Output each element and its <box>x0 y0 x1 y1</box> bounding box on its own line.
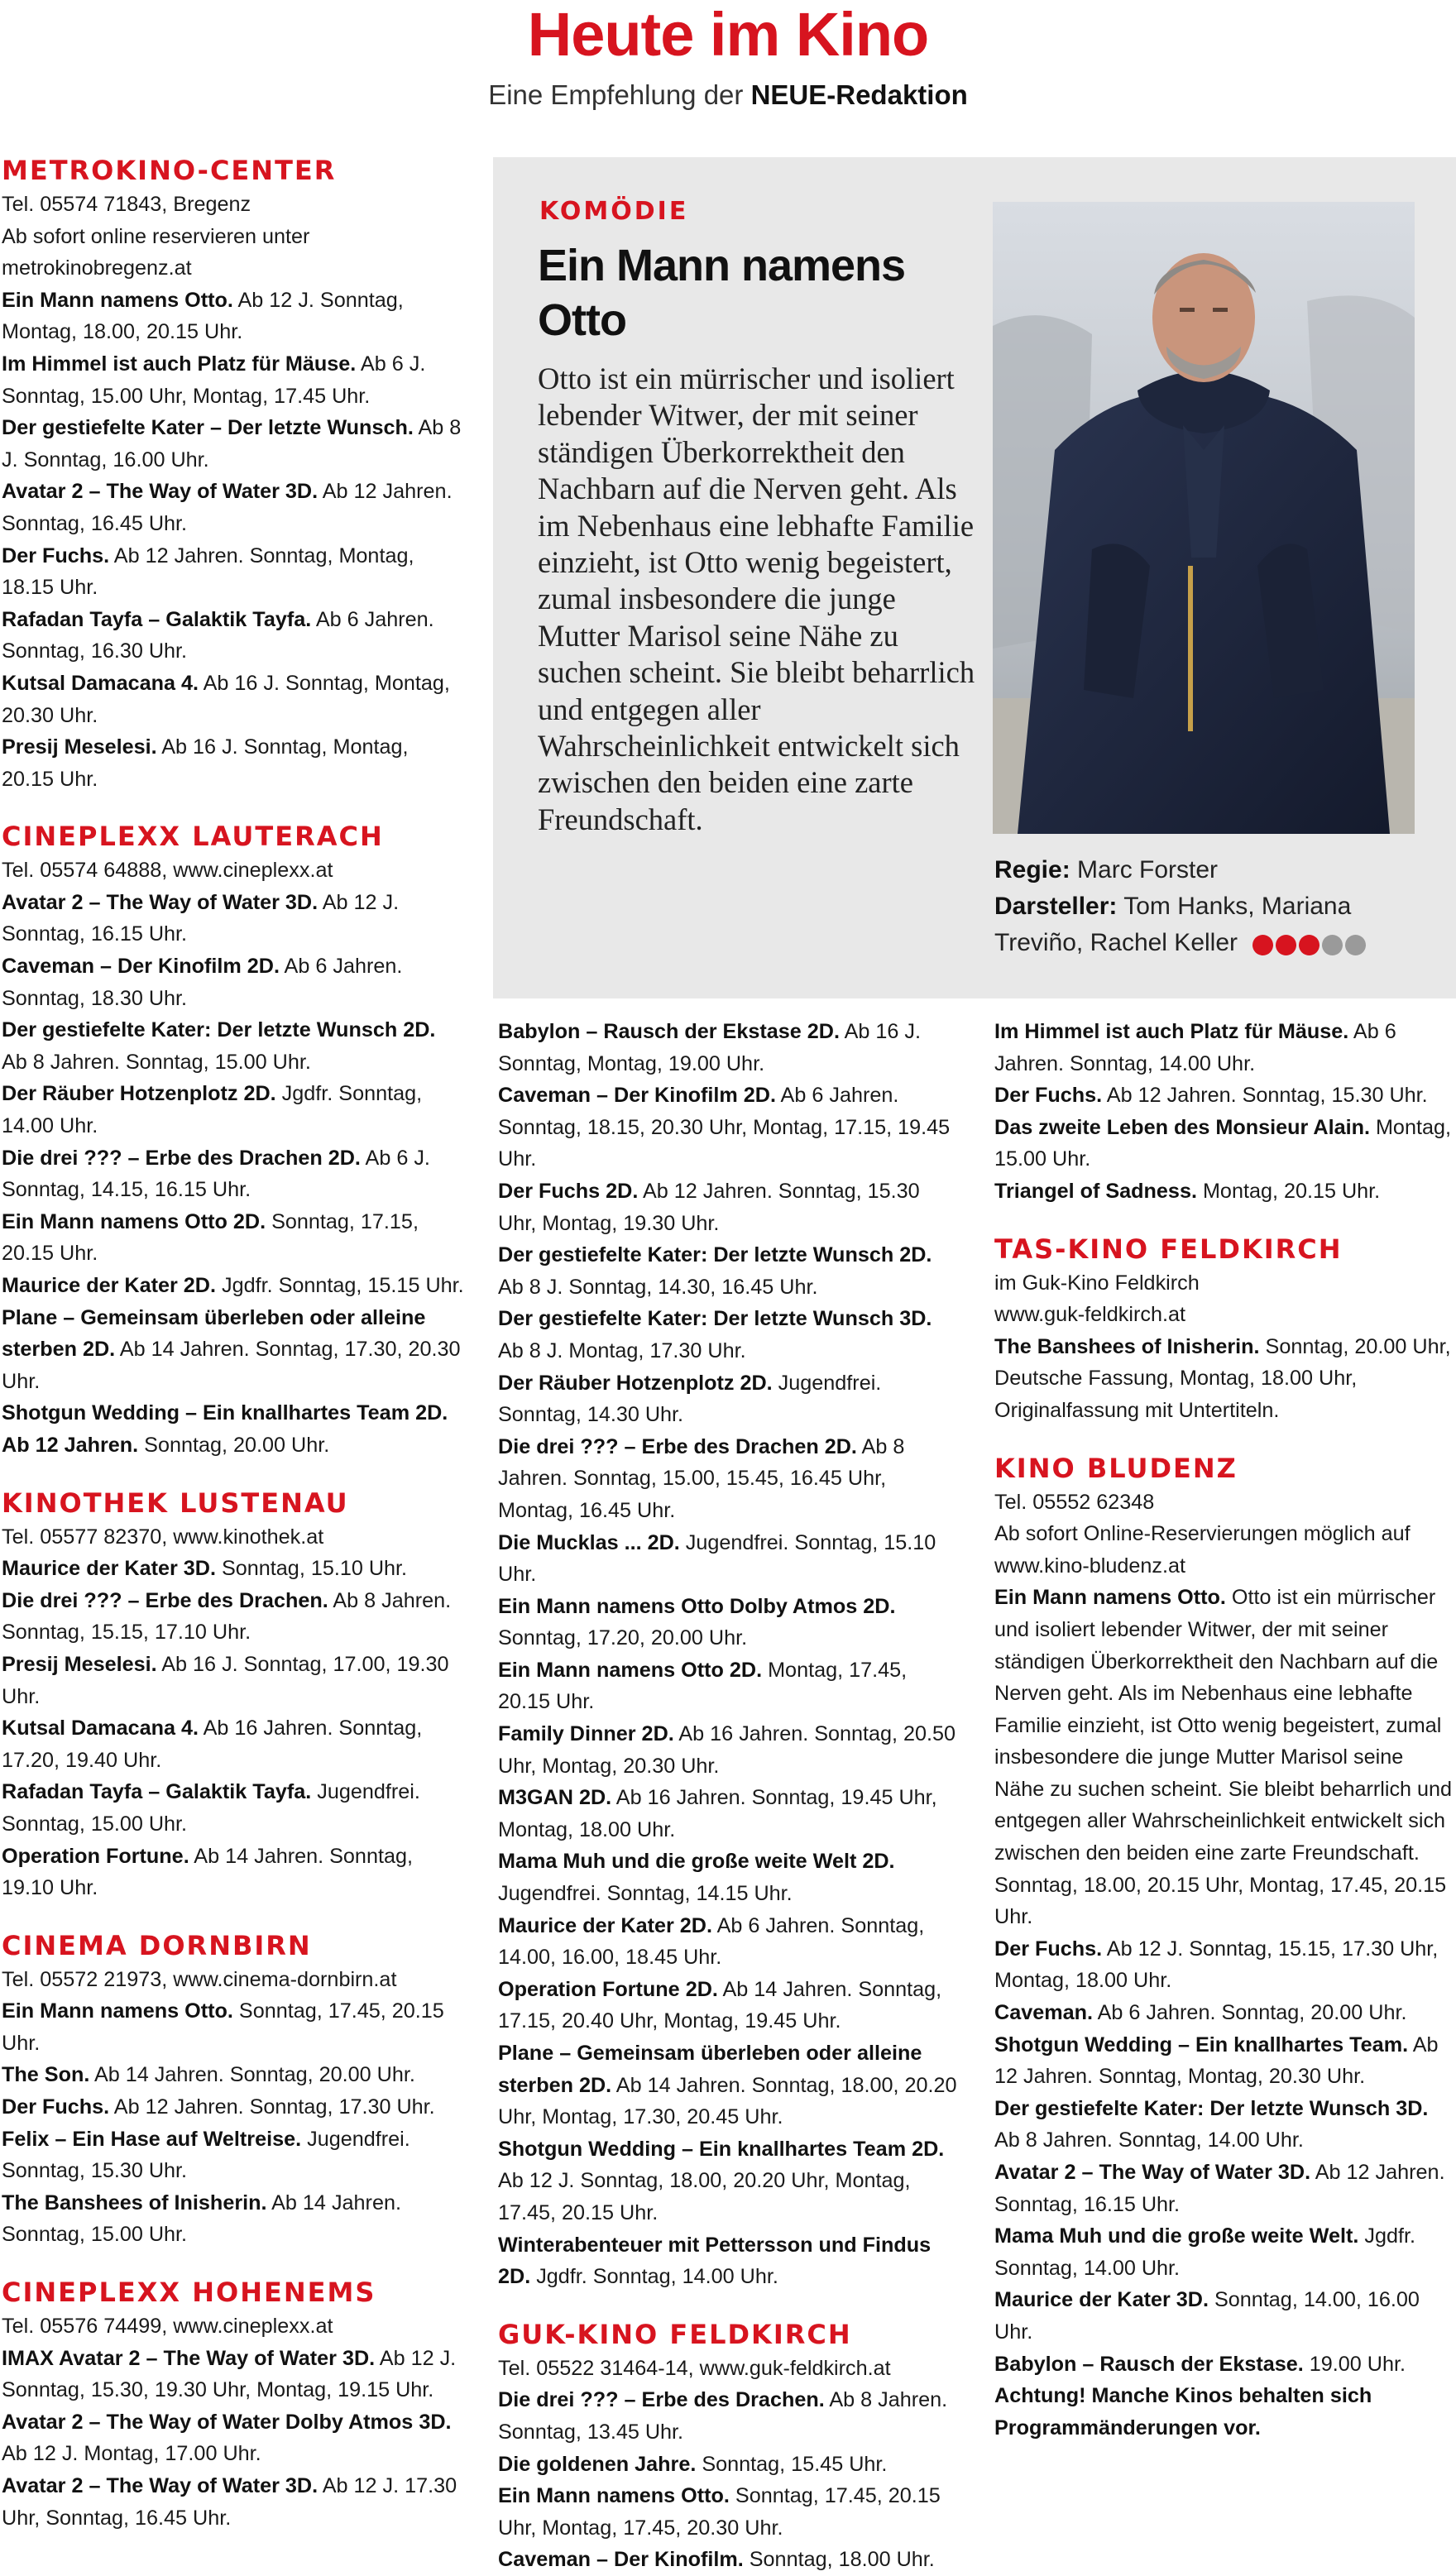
listing-entry <box>2 855 465 887</box>
movie-title: Der Fuchs. <box>994 1084 1103 1108</box>
showtime-info: Ab 6 Jahren. Sonntag, 14.00, 16.00, 18.45 Uhr. <box>498 1913 925 1970</box>
showtime-info: Sonntag, 20.00 Uhr, Deutsche Fassung, Montag, 18.00 Uhr, Originalfassung mit Untertiteln. <box>994 1334 1451 1422</box>
movie-title: Felix – Ein Hase auf Weltreise. <box>2 2127 302 2151</box>
movie-title: Mama Muh und die große weite Welt. <box>994 2224 1359 2248</box>
movie-title: Avatar 2 – The Way of Water 3D. <box>2 890 318 914</box>
movie-title: Shotgun Wedding – Ein knallhartes Team 2D. <box>498 2137 945 2161</box>
movie-title: Rafadan Tayfa – Galaktik Tayfa. <box>2 607 312 631</box>
listing-entry <box>994 1331 1454 1427</box>
cinema-heading: KINOTHEK LUSTENAU <box>2 1487 349 1519</box>
movie-title: Die goldenen Jahre. <box>498 2452 697 2476</box>
listing-entry <box>2 731 465 795</box>
listing-entry <box>2 2310 465 2343</box>
listing-entry <box>498 2384 961 2448</box>
listing-entry <box>2 1712 465 1776</box>
showtime-info: Ab 12 Jahren. Sonntag, 16.45 Uhr. <box>2 480 453 535</box>
movie-title: Der Fuchs. <box>994 1937 1103 1961</box>
showtime-info: Ab 14 Jahren. Sonntag, 20.00 Uhr. <box>89 2063 415 2087</box>
movie-title: Der gestiefelte Kater: Der letzte Wunsch 3D. <box>498 1307 932 1331</box>
movie-title: Babylon – Rausch der Ekstase. <box>994 2352 1304 2376</box>
showtime-info: Jgdfr. Sonntag, 14.00 Uhr. <box>2 1082 423 1138</box>
showtime-info: Sonntag, 18.00 Uhr. <box>743 2548 935 2572</box>
movie-title: Ein Mann namens Otto. <box>994 1586 1226 1610</box>
movie-title: Operation Fortune 2D. <box>498 1977 718 2001</box>
movie-title: Maurice der Kater 2D. <box>498 1913 712 1937</box>
movie-title: Die drei ??? – Erbe des Drachen 2D. <box>498 1434 857 1458</box>
listing-entry <box>498 1080 961 1175</box>
movie-title: The Son. <box>2 2063 90 2087</box>
feature-synopsis: Otto ist ein mürrischer und isoliert lebender Witwer, der mit seiner ständigen Überkorrektheit den Nachbarn auf die Nerven geht. Als im Nebenhaus eine lebhafte Familie einzieht, ist Otto wenig begeistert, zumal insbesondere die junge Mutter Marisol seine Nähe zu suchen scheint. Sie bleibt beharrlich und entgegen aller Wahrscheinlichkeit entwickelt sich zwischen den beiden eine zarte Freundschaft. <box>538 362 975 836</box>
listing-entry <box>2 189 465 221</box>
cinema-heading: GUK-KINO FELDKIRCH <box>498 2318 852 2350</box>
listing-entry <box>994 2157 1454 2220</box>
movie-title: M3GAN 2D. <box>498 1786 612 1810</box>
movie-title: Ein Mann namens Otto 2D. <box>498 1658 763 1682</box>
movie-title: Maurice der Kater 3D. <box>994 2288 1209 2312</box>
listing-entry <box>2 1553 465 1585</box>
movie-title: Die Mucklas ... 2D. <box>498 1530 680 1554</box>
listing-entry <box>498 1654 961 1718</box>
rating-dot-filled <box>1252 935 1273 955</box>
cinema-heading: CINEPLEXX HOHENEMS <box>2 2277 376 2309</box>
listing-entry <box>2 1964 465 1996</box>
showtime-info: Sonntag, 15.10 Uhr. <box>215 1557 408 1581</box>
cinema-heading: METROKINO-CENTER <box>2 155 337 186</box>
showtime-info: Ab 12 J. Montag, 17.00 Uhr. <box>2 2442 261 2466</box>
movie-title: Maurice der Kater 2D. <box>2 1274 216 1297</box>
listing-entry <box>994 1016 1454 1080</box>
listing-entry <box>2 2470 465 2534</box>
listing-column-2 <box>498 1016 961 2576</box>
showtime-info: Ab 16 Jahren. Sonntag, 17.20, 19.40 Uhr. <box>2 1717 423 1772</box>
showtime-info: Ab 12 Jahren. Sonntag, 16.15 Uhr. <box>994 2161 1445 2216</box>
listing-entry <box>994 1933 1454 1997</box>
listing-entry <box>2 412 465 476</box>
listing-entry <box>2 1841 465 1904</box>
showtime-info: www.guk-feldkirch.at <box>994 1303 1185 1327</box>
listing-entry <box>994 2284 1454 2348</box>
listing-entry <box>2 1585 465 1649</box>
listing-entry <box>994 1582 1454 1933</box>
listing-entry <box>498 1431 961 1527</box>
movie-title: Shotgun Wedding – Ein knallhartes Team 2D. Ab 12 Jahren. <box>2 1401 448 1457</box>
showtime-info: Ab 12 Jahren. Sonntag, 15.30 Uhr, Montag, 19.30 Uhr. <box>498 1179 920 1235</box>
showtime-info: Sonntag, 20.00 Uhr. <box>138 1433 330 1457</box>
listing-entry <box>2 476 465 539</box>
showtime-info: Ab 16 J. Sonntag, Montag, 20.30 Uhr. <box>2 671 450 727</box>
showtime-info: Ab 8 J. Sonntag, 14.30, 16.45 Uhr. <box>498 1275 818 1299</box>
listing-entry <box>498 2229 961 2293</box>
showtime-info: Ab 8 J. Sonntag, 16.00 Uhr. <box>2 416 462 472</box>
showtime-info: Tel. 05576 74499, www.cineplexx.at <box>2 2315 333 2339</box>
listing-entry <box>498 1974 961 2037</box>
movie-title: Im Himmel ist auch Platz für Mäuse. <box>2 352 357 376</box>
listing-entry <box>498 2133 961 2229</box>
movie-title: Der gestiefelte Kater: Der letzte Wunsch 2D. <box>498 1243 932 1267</box>
listing-entry <box>2 1397 465 1461</box>
listing-entry <box>2 2343 465 2406</box>
listing-entry <box>498 1527 961 1591</box>
listing-entry <box>994 1080 1454 1112</box>
showtime-info: Ab 16 J. Sonntag, Montag, 20.15 Uhr. <box>2 735 409 791</box>
movie-title: Avatar 2 – The Way of Water 3D. <box>2 480 318 504</box>
listing-entry <box>498 1846 961 1909</box>
showtime-info: Ab 6 Jahren. Sonntag, 18.15, 20.30 Uhr, Montag, 17.15, 19.45 Uhr. <box>498 1084 951 1171</box>
listing-entry <box>994 1112 1454 1175</box>
listing-entry <box>2 2059 465 2091</box>
movie-title: Ein Mann namens Otto. <box>2 1999 233 2023</box>
rating-dots <box>1252 926 1368 962</box>
movie-title: Plane – Gemeinsam überleben oder alleine sterben 2D. <box>498 2042 922 2097</box>
listing-entry <box>994 1518 1454 1582</box>
showtime-info: Tel. 05577 82370, www.kinothek.at <box>2 1525 324 1549</box>
movie-title: IMAX Avatar 2 – The Way of Water 3D. <box>2 2346 376 2370</box>
listing-entry <box>2 540 465 604</box>
cinema-heading: TAS-KINO FELDKIRCH <box>994 1233 1343 1265</box>
listing-entry <box>498 1175 961 1239</box>
rating-dot-filled <box>1276 935 1296 955</box>
listing-entry <box>994 2093 1454 2157</box>
showtime-info: Sonntag, 14.00, 16.00 Uhr. <box>994 2288 1420 2344</box>
showtime-info: Montag, 17.45, 20.15 Uhr. <box>498 1658 908 1714</box>
showtime-info: Jgdfr. Sonntag, 14.00 Uhr. <box>994 2224 1415 2280</box>
showtime-info: Ab 12 Jahren. Sonntag, 17.30 Uhr. <box>109 2095 435 2119</box>
showtime-info: Tel. 05552 62348 <box>994 1490 1155 1514</box>
subtitle-prefix: Eine Empfehlung der <box>488 79 744 110</box>
subtitle-bold: NEUE-Redaktion <box>750 79 968 110</box>
showtime-info: Ab 12 Jahren. Sonntag, Montag, 20.30 Uhr. <box>994 2033 1439 2089</box>
director-name: Marc Forster <box>1077 856 1219 883</box>
showtime-info: Tel. 05574 64888, www.cineplexx.at <box>2 859 333 883</box>
movie-title: Avatar 2 – The Way of Water 3D. <box>994 2161 1311 2184</box>
showtime-info: Tel. 05574 71843, Bregenz <box>2 193 251 216</box>
listing-entry <box>994 1299 1454 1331</box>
listing-entry <box>994 2029 1454 2093</box>
movie-title: Avatar 2 – The Way of Water Dolby Atmos 3D. <box>2 2410 452 2434</box>
listing-entry <box>498 1016 961 1080</box>
showtime-info: im Guk-Kino Feldkirch <box>994 1271 1200 1295</box>
program-change-note: Achtung! Manche Kinos behalten sich Programmänderungen vor. <box>994 2384 1372 2440</box>
listing-entry <box>498 1239 961 1303</box>
showtime-info: Ab 6 J. Sonntag, 15.00 Uhr, Montag, 17.45 Uhr. <box>2 352 426 408</box>
showtime-info: Sonntag, 17.45, 20.15 Uhr. <box>2 1999 444 2055</box>
showtime-info: Ab 12 J. Sonntag, 15.30, 19.30 Uhr, Montag, 19.15 Uhr. <box>2 2346 457 2402</box>
showtime-info: Ab 14 Jahren. Sonntag, 19.10 Uhr. <box>2 1844 413 1900</box>
listing-entry <box>2 668 465 731</box>
movie-title: Der Fuchs. <box>2 543 110 567</box>
showtime-info: Ab 16 Jahren. Sonntag, 19.45 Uhr, Montag, 18.00 Uhr. <box>498 1786 937 1841</box>
movie-title: Der gestiefelte Kater: Der letzte Wunsch 3D. <box>994 2096 1429 2120</box>
listing-entry <box>2 1270 465 1302</box>
movie-title: Winterabenteuer mit Pettersson und Findus 2D. <box>498 2233 932 2289</box>
page-subtitle <box>0 79 1456 112</box>
movie-title: Ein Mann namens Otto. <box>2 288 233 312</box>
cast-names: Tom Hanks, Mariana Treviño, Rachel Keller <box>994 893 1352 956</box>
listing-entry <box>2 221 465 285</box>
listing-entry <box>2 604 465 668</box>
showtime-info: Ab 6 Jahren. Sonntag, 20.00 Uhr. <box>1093 2001 1407 2025</box>
movie-title: Die drei ??? – Erbe des Drachen. <box>2 1588 328 1612</box>
movie-title: Ein Mann namens Otto 2D. <box>2 1209 266 1233</box>
man-in-navy-jacket-photo <box>993 202 1415 834</box>
showtime-info: Ab 16 J. Sonntag, Montag, 19.00 Uhr. <box>498 1020 921 1075</box>
showtime-info: Tel. 05572 21973, www.cinema-dornbirn.at <box>2 1967 397 1991</box>
listing-entry <box>498 1367 961 1431</box>
showtime-info: Ab 6 Jahren. Sonntag, 14.00 Uhr. <box>994 1020 1396 1075</box>
listing-entry <box>2 1302 465 1398</box>
listing-entry <box>498 2480 961 2544</box>
director-label: Regie: <box>994 856 1070 883</box>
movie-title: Kutsal Damacana 4. <box>2 671 199 695</box>
showtime-info: Sonntag, 17.15, 20.15 Uhr. <box>2 1209 419 1266</box>
cast-label: Darsteller: <box>994 893 1118 920</box>
showtime-info: Ab 14 Jahren. Sonntag, 15.00 Uhr. <box>2 2191 401 2247</box>
movie-title: Ein Mann namens Otto. <box>498 2484 730 2508</box>
listing-entry <box>498 1718 961 1782</box>
movie-title: Im Himmel ist auch Platz für Mäuse. <box>994 1020 1349 1043</box>
showtime-info: Ab 8 J. Montag, 17.30 Uhr. <box>498 1338 746 1362</box>
movie-title: Die drei ??? – Erbe des Drachen. <box>498 2388 825 2412</box>
page-title: Heute im Kino <box>527 0 929 69</box>
showtime-info: Ab 12 J. Sonntag, 18.00, 20.20 Uhr, Montag, 17.45, 20.15 Uhr. <box>498 2169 911 2224</box>
showtime-info: Montag, 15.00 Uhr. <box>994 1115 1451 1171</box>
movie-title: The Banshees of Inisherin. <box>994 1334 1260 1358</box>
showtime-info: Ab 6 Jahren. Sonntag, 18.30 Uhr. <box>2 955 403 1010</box>
movie-title: Avatar 2 – The Way of Water 3D. <box>2 2474 318 2497</box>
showtime-info: Jugendfrei. Sonntag, 15.10 Uhr. <box>498 1530 936 1587</box>
rating-dot-empty <box>1345 935 1366 955</box>
showtime-info: Ab sofort online reservieren unter metrokinobregenz.at <box>2 224 310 280</box>
showtime-info: Sonntag, 17.20, 20.00 Uhr. <box>498 1626 748 1650</box>
listing-entry <box>2 950 465 1014</box>
showtime-info: Sonntag, 17.45, 20.15 Uhr, Montag, 17.45, 20.30 Uhr. <box>498 2484 941 2540</box>
showtime-info: Jgdfr. Sonntag, 14.00 Uhr. <box>530 2265 778 2289</box>
listing-entry <box>2 285 465 348</box>
showtime-info: Ab 12 J. Sonntag, 16.15 Uhr. <box>2 890 400 946</box>
listing-entry <box>2 2091 465 2124</box>
movie-title: Caveman – Der Kinofilm. <box>498 2548 744 2572</box>
showtime-info: Ab 8 Jahren. Sonntag, 15.00 Uhr. <box>2 1050 311 1074</box>
showtime-info: Jugendfrei. Sonntag, 14.15 Uhr. <box>498 1882 793 1906</box>
listing-entry <box>2 1649 465 1712</box>
rating-dot-empty <box>1322 935 1343 955</box>
movie-title: Presij Meselesi. <box>2 1652 157 1676</box>
listing-entry <box>2 1521 465 1554</box>
movie-title: Rafadan Tayfa – Galaktik Tayfa. <box>2 1780 312 1804</box>
listing-entry <box>2 2406 465 2470</box>
showtime-info: Sonntag, 15.45 Uhr. <box>696 2452 888 2476</box>
movie-title: Der Räuber Hotzenplotz 2D. <box>2 1082 276 1106</box>
showtime-info: Jgdfr. Sonntag, 15.15 Uhr. <box>215 1274 464 1297</box>
showtime-info: Ab 8 Jahren. Sonntag, 13.45 Uhr. <box>498 2388 948 2444</box>
showtime-info: Ab 14 Jahren. Sonntag, 17.15, 20.40 Uhr, Montag, 19.45 Uhr. <box>498 1977 942 2033</box>
movie-title: Der Fuchs. <box>2 2095 110 2119</box>
showtime-info: Ab 12 J. 17.30 Uhr, Sonntag, 16.45 Uhr. <box>2 2474 457 2530</box>
movie-title: Ein Mann namens Otto Dolby Atmos 2D. <box>498 1594 896 1618</box>
listing-entry <box>498 1591 961 1654</box>
movie-title: Die drei ??? – Erbe des Drachen 2D. <box>2 1146 361 1170</box>
movie-title: Plane – Gemeinsam überleben oder alleine sterben 2D. <box>2 1305 426 1362</box>
movie-title: The Banshees of Inisherin. <box>2 2191 267 2214</box>
movie-title: Caveman – Der Kinofilm 2D. <box>2 955 280 979</box>
movie-title: Der Räuber Hotzenplotz 2D. <box>498 1371 773 1395</box>
showtime-info: Ab 12 J. Sonntag, Montag, 18.00, 20.15 Uhr. <box>2 288 404 344</box>
showtime-info: Montag, 20.15 Uhr. <box>1196 1179 1381 1203</box>
showtime-info: Ab 8 Jahren. Sonntag, 14.00 Uhr. <box>994 2128 1304 2152</box>
showtime-info: Jugendfrei. Sonntag, 15.00 Uhr. <box>2 1780 420 1836</box>
listing-entry <box>994 1175 1454 1208</box>
movie-title: Family Dinner 2D. <box>498 1722 674 1746</box>
cinema-heading: CINEMA DORNBIRN <box>2 1929 312 1961</box>
showtime-info: Ab 14 Jahren. Sonntag, 17.30, 20.30 Uhr. <box>2 1338 461 1393</box>
movie-title: Kutsal Damacana 4. <box>2 1717 199 1740</box>
movie-title: Presij Meselesi. <box>2 735 157 759</box>
showtime-info: Ab 6 J. Sonntag, 14.15, 16.15 Uhr. <box>2 1146 430 1202</box>
showtime-info: Ab 12 J. Sonntag, 15.15, 17.30 Uhr, Montag, 18.00 Uhr. <box>994 1937 1439 1993</box>
listing-entry <box>498 2544 961 2576</box>
feature-genre: KOMÖDIE <box>539 197 689 226</box>
showtime-info: Ab sofort Online-Reservierungen möglich auf www.kino-bludenz.at <box>994 1522 1410 1578</box>
listing-entry <box>498 1782 961 1846</box>
movie-title: Operation Fortune. <box>2 1844 189 1868</box>
listing-entry <box>994 2349 1454 2381</box>
showtime-info: Ab 6 Jahren. Sonntag, 16.30 Uhr. <box>2 607 434 663</box>
cinema-heading: CINEPLEXX LAUTERACH <box>2 821 384 853</box>
listing-entry <box>2 1014 465 1078</box>
movie-title: Caveman – Der Kinofilm 2D. <box>498 1084 776 1108</box>
listing-entry <box>2 1776 465 1840</box>
feature-credits <box>994 852 1441 962</box>
showtime-info: Ab 14 Jahren. Sonntag, 18.00, 20.20 Uhr, Montag, 17.30, 20.45 Uhr. <box>498 2073 957 2129</box>
listing-column-3 <box>994 1016 1454 2444</box>
showtime-info: Ab 8 Jahren. Sonntag, 15.00, 15.45, 16.45 Uhr, Montag, 16.45 Uhr. <box>498 1434 905 1522</box>
movie-title: Caveman. <box>994 2001 1094 2025</box>
movie-title: Triangel of Sadness. <box>994 1179 1197 1203</box>
rating-dot-filled <box>1299 935 1320 955</box>
cinema-heading: KINO BLUDENZ <box>994 1452 1238 1484</box>
movie-title: Shotgun Wedding – Ein knallhartes Team. <box>994 2033 1409 2056</box>
listing-entry <box>2 348 465 412</box>
listing-entry <box>2 1206 465 1270</box>
listing-entry <box>2 887 465 950</box>
showtime-info: Ab 16 J. Sonntag, 17.00, 19.30 Uhr. <box>2 1652 449 1708</box>
listing-entry <box>994 1997 1454 2029</box>
movie-title: Das zweite Leben des Monsieur Alain. <box>994 1115 1370 1139</box>
showtime-info: 19.00 Uhr. <box>1303 2352 1406 2376</box>
listing-entry <box>498 1910 961 1974</box>
listing-entry <box>994 1267 1454 1300</box>
movie-title: Der gestiefelte Kater – Der letzte Wunsch. <box>2 416 414 440</box>
listing-entry <box>498 2037 961 2133</box>
showtime-info: Ab 12 Jahren. Sonntag, 15.30 Uhr. <box>1102 1084 1428 1108</box>
listing-entry <box>2 2124 465 2187</box>
showtime-info: Ab 16 Jahren. Sonntag, 20.50 Uhr, Montag, 20.30 Uhr. <box>498 1722 956 1778</box>
listing-entry <box>498 2449 961 2481</box>
listing-entry <box>498 1303 961 1367</box>
showtime-info: Jugendfrei. Sonntag, 15.30 Uhr. <box>2 2127 410 2183</box>
showtime-info: Otto ist ein mürrischer und isoliert lebender Witwer, der mit seiner ständigen Überkorrektheit den Nachbarn auf die Nerven geht. Als im Nebenhaus eine lebhafte Familie einzieht, ist Otto wenig begeistert, zumal insbesondere die junge Mutter Marisol seine Nähe zu suchen scheint. Sie bleibt beharrlich und entgegen aller Wahrscheinlichkeit entwickelt sich zwischen den beiden eine zarte Freundschaft. Sonntag, 18.00, 20.15 Uhr, Montag, 17.45, 20.15 Uhr. <box>994 1586 1453 1929</box>
movie-title: Der Fuchs 2D. <box>498 1179 639 1203</box>
showtime-info: Tel. 05522 31464-14, www.guk-feldkirch.at <box>498 2356 891 2380</box>
movie-title: Der gestiefelte Kater: Der letzte Wunsch 2D. <box>2 1018 436 1042</box>
movie-title: Mama Muh und die große weite Welt 2D. <box>498 1850 895 1874</box>
listing-entry <box>2 2187 465 2251</box>
listing-column-1 <box>2 154 465 2534</box>
listing-entry <box>994 1487 1454 1519</box>
showtime-info: Jugendfrei. Sonntag, 14.30 Uhr. <box>498 1371 882 1427</box>
listing-entry <box>994 2220 1454 2284</box>
showtime-info: Ab 8 Jahren. Sonntag, 15.15, 17.10 Uhr. <box>2 1588 452 1645</box>
listing-entry <box>498 2353 961 2385</box>
showtime-info: Ab 12 Jahren. Sonntag, Montag, 18.15 Uhr. <box>2 543 414 600</box>
movie-title: Maurice der Kater 3D. <box>2 1557 216 1581</box>
listing-entry <box>2 1995 465 2059</box>
listing-entry <box>2 1078 465 1142</box>
feature-title: Ein Mann namens Otto <box>538 241 906 345</box>
movie-title: Babylon – Rausch der Ekstase 2D. <box>498 1020 840 1043</box>
listing-entry <box>2 1142 465 1206</box>
